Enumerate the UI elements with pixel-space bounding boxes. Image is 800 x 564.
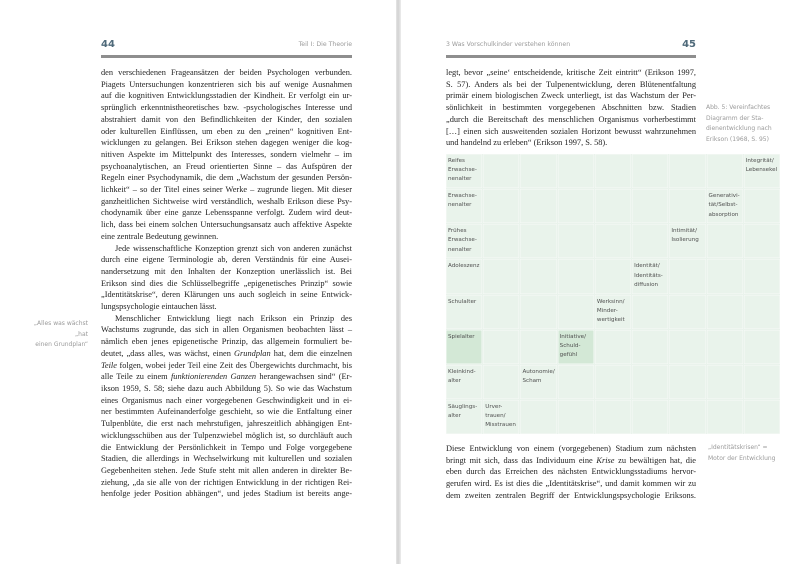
text-line: […] einen sich ausweitenden sozialen Horizont bewusst wahrzunehmen [446, 126, 696, 136]
left-page [0, 0, 396, 564]
empty-cell [669, 330, 705, 364]
running-header: 3 Was Vorschulkinder verstehen können [446, 41, 571, 48]
empty-cell [483, 365, 519, 399]
empty-cell [595, 259, 631, 293]
text-line: psychoanalytischen, an Freud orientierten Sinne – das Aufspüren der [101, 161, 352, 171]
text-span: hat, dem die einzelnen [270, 348, 352, 358]
margin-note-line: Motor der Entwicklung [708, 454, 776, 462]
text-line: nandersetzung mit den Inhalten der Konzeption unerlässlich ist. Bei [101, 266, 352, 276]
empty-cell [669, 189, 705, 223]
caption-line: dienentwicklung nach [706, 125, 772, 132]
text-line: primär einem biologischen Zweck unterliegt, ist das Wachstum der Per- [446, 91, 696, 101]
figure-caption [706, 103, 796, 145]
empty-cell [483, 189, 519, 223]
text-span: alle Teile zu einem [101, 372, 171, 382]
text-line: ganzheitlichen Sichtweise wird verständlich, weshalb Erikson diese Psy- [101, 196, 352, 206]
empty-cell [520, 400, 556, 434]
stage-label-cell: Frühes Erwachse- nenalter [446, 224, 482, 258]
empty-cell [483, 154, 519, 188]
left-page-header [101, 39, 352, 53]
text-line: eine zentrale Bedeutung gewinnen. [101, 231, 219, 241]
empty-cell [520, 330, 556, 364]
text-line: nitiven Aspekte im Mittelpunkt des Interesses, sondern vielmehr – im [101, 149, 352, 159]
text-line: Gegebenheiten stehen. Jede Stufe steht mit allen anderen in direkter Be- [101, 465, 352, 475]
text-line: eines Organismus nach einer vorgegebenen Geschwindigkeit und in ei- [101, 395, 352, 405]
empty-cell [669, 259, 705, 293]
empty-cell [632, 154, 668, 188]
empty-cell [707, 154, 743, 188]
text-line: oder kulturellen Einflüssen, um eben zu den „reinen“ kognitiven Ent- [101, 126, 352, 136]
text-span: herangewachsen sind“ (Er- [256, 372, 352, 382]
empty-cell [595, 400, 631, 434]
text-line: wicklungsschüben aus der Tulpenzwiebel möglich ist, so durchläuft auch [101, 430, 352, 440]
text-line: „durch die Bereitschaft des menschlichen Organismus vorherbestimmt [446, 114, 696, 124]
header-rule [446, 55, 696, 58]
page-number: 44 [101, 39, 115, 50]
crisis-cell: Initiative/ Schuld- gefühl [558, 330, 594, 364]
page-number: 45 [682, 39, 696, 50]
empty-cell [558, 224, 594, 258]
empty-cell [707, 259, 743, 293]
text-span: deutet, „dass alles, was wächst, einen [101, 348, 235, 358]
empty-cell [632, 365, 668, 399]
caption-line: Erikson (1968, S. 95) [706, 135, 769, 143]
running-header: Teil I: Die Theorie [298, 41, 352, 48]
stage-label-cell: Schulalter [446, 295, 482, 329]
text-line: legt, bevor „seine‘ entscheidende, kritische Zeit eintritt“ (Erikson 1997, [446, 68, 696, 77]
margin-note [20, 319, 88, 351]
empty-cell [520, 259, 556, 293]
emphasis-text: Teile [101, 360, 117, 370]
text-line: ner bestimmten Aufeinanderfolge geschieht, so wie die Entfaltung einer [101, 407, 352, 417]
text-line: lichkeit“ – so der Titel eines seiner Werke – zugrunde liegen. Mit dieser [101, 185, 352, 195]
stage-label-cell: Spielalter [446, 330, 482, 364]
emphasis-text: funktionierenden Ganzen [170, 372, 257, 382]
empty-cell [558, 154, 594, 188]
empty-cell [520, 154, 556, 188]
empty-cell [744, 400, 780, 434]
empty-cell [707, 224, 743, 258]
text-line: wicklungen zu gelangen. Bei Erikson stehen dagegen weniger die kog- [101, 138, 352, 148]
text-line: Diese Entwicklung von einem (vorgegebenen) Stadium zum nächsten [446, 444, 696, 453]
crisis-cell: Urver- trauen/ Misstrauen [483, 400, 519, 434]
margin-note [708, 443, 798, 464]
empty-cell [483, 330, 519, 364]
emphasis-text: Grundplan [234, 348, 271, 358]
crisis-cell: Intimität/ Isolierung [669, 224, 705, 258]
empty-cell [707, 295, 743, 329]
text-line: „Identitätskrise“, deren Klärungen uns auch sogleich in seine Entwick- [101, 290, 352, 300]
empty-cell [632, 330, 668, 364]
empty-cell [744, 365, 780, 399]
text-line: lungspsychologie eintauchen lässt. [101, 302, 217, 312]
text-line: durch eine eigene Terminologie ab, deren Verständnis für eine Ausei- [101, 255, 352, 265]
empty-cell [707, 400, 743, 434]
text-line: dem zweiten zentralen Begriff der Entwicklungspsychologie Eriksons. [446, 490, 696, 500]
empty-cell [744, 295, 780, 329]
text-line: lich, dass bei einem solchen Untersuchungsansatz auch affektive Aspekte [101, 220, 352, 230]
empty-cell [595, 365, 631, 399]
right-body-text-bottom [446, 443, 696, 502]
right-page-header [446, 39, 696, 53]
caption-line: Abb. 5: Vereinfachtes [706, 104, 771, 111]
header-rule [101, 55, 352, 58]
stage-label-cell: Kleinkind- alter [446, 365, 482, 399]
crisis-cell: Generativi- tät/Selbst- absorption [707, 189, 743, 223]
empty-cell [632, 189, 668, 223]
empty-cell [707, 365, 743, 399]
text-line: Wachstums zugrunde, das sich in allen Organismen beobachten lässt – [101, 325, 352, 335]
text-line: Jede wissenschaftliche Konzeption grenzt sich von anderen zunächst [115, 243, 352, 253]
empty-cell [707, 330, 743, 364]
text-line: Erikson sind dies die Schlüsselbegriffe „epigenetisches Prinzip“ sowie [101, 278, 352, 288]
text-line: eben durch das Erreichen des nächsten Entwicklungsstadiums hervor- [446, 467, 696, 477]
caption-line: Diagramm der Sta- [706, 114, 764, 122]
empty-cell [669, 154, 705, 188]
left-body-text [101, 67, 352, 500]
empty-cell [520, 295, 556, 329]
text-line: den verschiedenen Frageansätzen der beiden Psychologen verbunden. [101, 68, 352, 77]
empty-cell [558, 365, 594, 399]
text-line [101, 371, 352, 383]
empty-cell [744, 330, 780, 364]
empty-cell [558, 189, 594, 223]
empty-cell [483, 224, 519, 258]
empty-cell [669, 400, 705, 434]
empty-cell [595, 330, 631, 364]
right-body-text-top [446, 67, 696, 149]
text-line: sönlichkeit in bestimmten vorgegebenen Abschnitten bzw. Stadien [446, 103, 696, 113]
text-line: die Entwicklung der Persönlichkeit in Tempo und Folge vorgegebene [101, 442, 352, 452]
stage-label-cell: Reifes Erwachse- nenalter [446, 154, 482, 188]
crisis-cell: Autonomie/ Scham [520, 365, 556, 399]
empty-cell [632, 400, 668, 434]
text-line: abstrahiert damit von den Befindlichkeiten der Kinder, den sozialen [101, 114, 352, 124]
text-line: Stadien, die allerdings in Wechselwirkung mit kulturellen und sozialen [101, 454, 352, 464]
text-line: Tulpenblüte, die erst nach mehrstufigen, jahreszeitlich abhängigen Ent- [101, 419, 352, 429]
empty-cell [483, 259, 519, 293]
text-line: ikson 1959, S. 58; siehe dazu auch Abbildung 5). So wie das Wachstum [101, 383, 352, 393]
crisis-cell: Identität/ Identitäts- diffusion [632, 259, 668, 293]
empty-cell [558, 259, 594, 293]
empty-cell [595, 154, 631, 188]
margin-note-line: „Identitätskrisen“ = [708, 444, 768, 451]
empty-cell [558, 295, 594, 329]
text-line: ziehung, „da sie alle von der richtigen Entwicklung in der richtigen Rei- [101, 477, 352, 487]
empty-cell [520, 189, 556, 223]
text-line [101, 360, 352, 372]
empty-cell [632, 295, 668, 329]
crisis-cell: Integrität/ Lebensekel [744, 154, 780, 188]
text-span: folgen, wobei jeder Teil eine Zeit des Übergewichts durchmacht, bis [116, 360, 352, 370]
empty-cell [744, 189, 780, 223]
crisis-cell: Werksinn/ Minder- wertigkeit [595, 295, 631, 329]
text-line: Regeln einer Psychodynamik, die dem „Wachstum der gesunden Persön- [101, 173, 352, 183]
text-span: bringt mit sich, dass das Individuum eine [446, 455, 597, 465]
text-line [446, 455, 696, 467]
empty-cell [558, 400, 594, 434]
text-line: gerufen wird. Es ist dies die „Identitätskrise“, und damit kommen wir zu [446, 479, 696, 489]
text-line: auf die kognitiven Entwicklungsstadien der Kindheit. Er verfolgt ein ur- [101, 91, 352, 101]
text-line: nämlich eben jenes epigenetische Prinzip, das allgemein formuliert be- [101, 337, 352, 347]
empty-cell [744, 259, 780, 293]
emphasis-text: Krise [596, 455, 615, 465]
empty-cell [669, 365, 705, 399]
empty-cell [595, 224, 631, 258]
text-line: Menschlicher Entwicklung liegt nach Erikson ein Prinzip des [115, 313, 352, 323]
margin-note-line: einen Grundplan“ [35, 341, 88, 348]
text-span: zu bewältigen hat, die [614, 455, 696, 465]
text-line: sprünglich erkenntnistheoretisches bzw. -psychologisches Interesse und [101, 103, 352, 113]
empty-cell [632, 224, 668, 258]
empty-cell [595, 189, 631, 223]
stage-label-cell: Säuglings- alter [446, 400, 482, 434]
text-line: chodynamik über eine ganze Lebensspanne verfolgt. Zudem wird deut- [101, 208, 352, 218]
empty-cell [520, 224, 556, 258]
text-line: und handelnd zu erleben“ (Erikson 1997, S. 58). [446, 138, 608, 148]
empty-cell [744, 224, 780, 258]
empty-cell [669, 295, 705, 329]
text-line: henfolge jeder Position abhängen“, und jedes Stadium ist bereits ange- [101, 489, 352, 499]
stage-label-cell: Erwachse- nenalter [446, 189, 482, 223]
empty-cell [483, 295, 519, 329]
text-line [101, 348, 352, 360]
stage-label-cell: Adoleszenz [446, 259, 482, 293]
text-line: S. 57). Anders als bei der Tulpenentwicklung, deren Blütenentfaltung [446, 79, 696, 89]
erikson-stage-diagram [446, 154, 780, 434]
text-line: Piagets Untersuchungen konzentrieren sich bis auf wenige Ausnahmen [101, 79, 352, 89]
margin-note-line: „Alles was wächst „hat [33, 320, 88, 338]
